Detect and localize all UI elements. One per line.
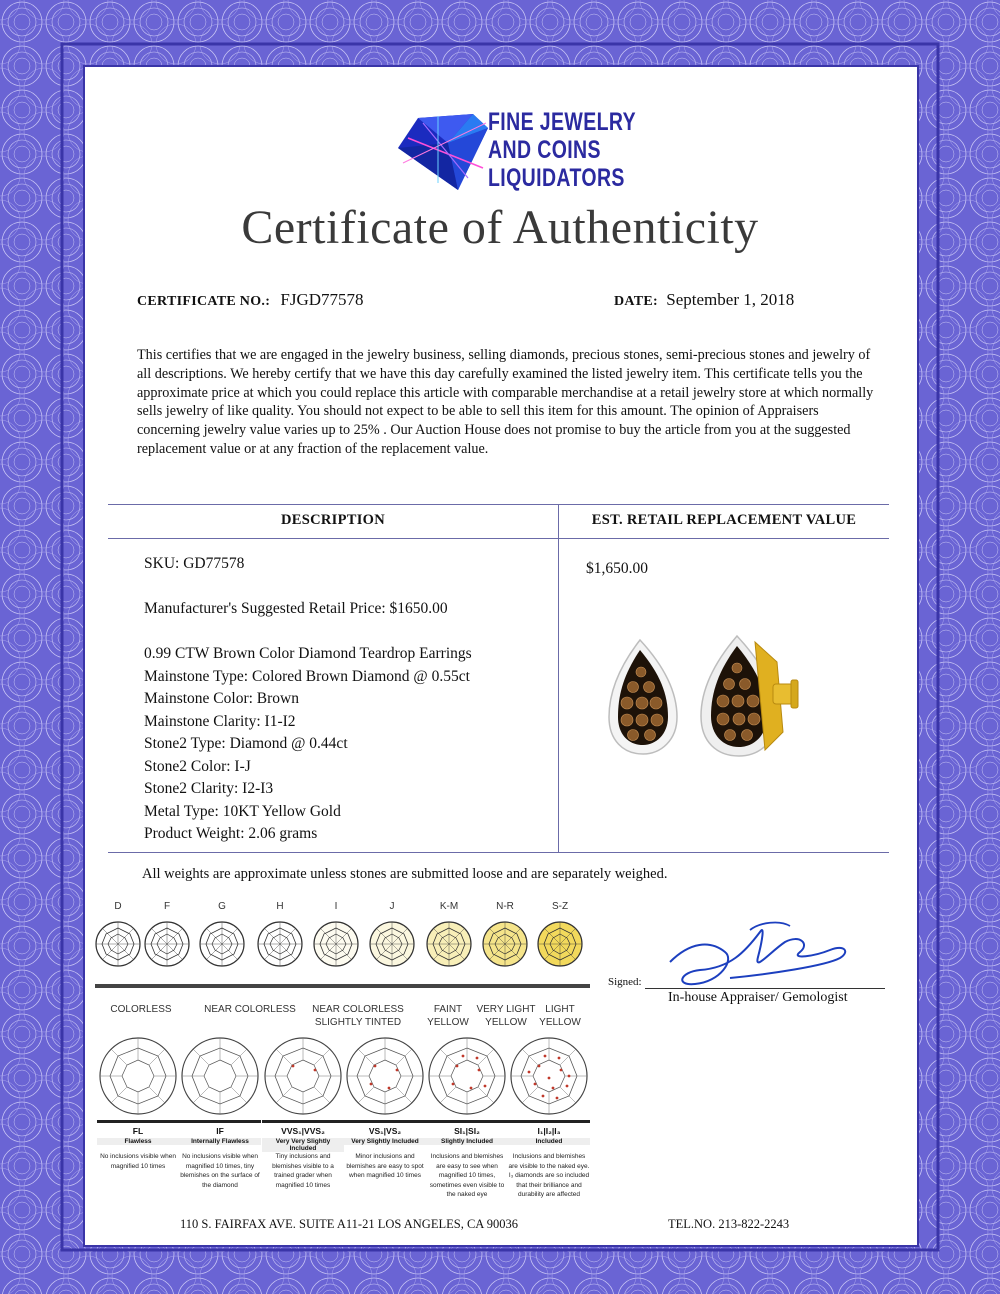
clarity-scale-bar — [508, 1120, 590, 1123]
color-grade-letter: G — [218, 901, 226, 912]
color-grade-letter: F — [163, 901, 171, 912]
color-grade-letter: D — [114, 901, 122, 912]
table-bottom-rule — [108, 852, 889, 853]
color-grade-letter: S-Z — [551, 901, 569, 912]
detail-line: 0.99 CTW Brown Color Diamond Teardrop Earrings — [144, 645, 472, 662]
color-grade-letter: J — [389, 901, 395, 912]
footer-phone: TEL.NO. 213-822-2243 — [668, 1217, 790, 1231]
appraiser-title: In-house Appraiser/ Gemologist — [668, 990, 848, 1005]
diamond-color-icon — [481, 920, 529, 968]
color-grade-label-line: NEAR COLORLESS — [204, 1004, 296, 1015]
color-grade-letter: K-M — [439, 901, 459, 912]
color-grade-label — [534, 1003, 586, 1029]
certificate-number-label: CERTIFICATE NO.: — [137, 294, 271, 309]
detail-line: Metal Type: 10KT Yellow Gold — [144, 802, 341, 820]
clarity-name: Very Slightly Included — [344, 1138, 426, 1145]
msrp: Manufacturer's Suggested Retail Price: $1650.00 — [144, 600, 448, 617]
certification-paragraph: This certifies that we are engaged in the jewelry business, selling diamonds, precious stones, semi-precious stones and jewelry of all descriptions. We hereby certify that we have this day carefully examined the listed jewelry item. This certificate tells you the approximate price at which you could replace this article with comparable merchandise at a retail jewelry store at which normally sells jewelry of like quality. You should not expect to be able to sell this item for this amount. The opinion of Appraisers concerning jewelry value varies up to 25% . Our Auction House does not promise to buy the article from you at the suggested replacement value or at any fraction of the replacement value. — [137, 347, 874, 457]
date-value: September 1, 2018 — [666, 290, 795, 309]
color-grade-label-line: YELLOW — [427, 1017, 469, 1028]
color-grade-label-line: NEAR COLORLESS — [312, 1004, 404, 1015]
clarity-scale-bar — [179, 1120, 261, 1123]
color-grade-label — [418, 1003, 478, 1029]
clarity-code: VS₁|VS₂ — [368, 1126, 402, 1136]
diamond-color-icon — [536, 920, 584, 968]
color-grade-label-line: YELLOW — [539, 1017, 581, 1028]
diamond-clarity-icon — [427, 1036, 507, 1116]
clarity-code: VVS₁|VVS₂ — [281, 1126, 325, 1136]
description-header: DESCRIPTION — [280, 512, 385, 528]
sku: SKU: GD77578 — [144, 555, 245, 572]
table-column-divider — [558, 504, 559, 853]
diamond-color-icon — [368, 920, 416, 968]
detail-line: Product Weight: 2.06 grams — [144, 825, 318, 842]
clarity-description: Inclusions and blemishes are visible to the naked eye. I₃ diamonds are so included that their brilliance and durability are affected — [508, 1153, 590, 1198]
logo-line-3: LIQUIDATORS — [488, 164, 625, 192]
diamond-color-icon — [256, 920, 304, 968]
clarity-description: Minor inclusions and blemishes are easy to spot when magnified 10 times — [346, 1153, 424, 1179]
detail-line: Stone2 Clarity: I2-I3 — [144, 780, 274, 797]
signature-line — [645, 988, 885, 989]
clarity-code: I₁|I₂|I₃ — [537, 1126, 561, 1136]
color-grade-letter: H — [276, 901, 284, 912]
clarity-description: No inclusions visible when magnified 10 times, tiny blemishes on the surface of the diamond — [180, 1153, 260, 1189]
clarity-name: Very Very Slightly Included — [262, 1138, 344, 1152]
clarity-name: Internally Flawless — [179, 1138, 261, 1145]
clarity-code: IF — [216, 1126, 224, 1136]
color-grade-label — [308, 1003, 408, 1029]
clarity-description: Tiny inclusions and blemishes visible to a trained grader when magnified 10 times — [272, 1153, 334, 1189]
clarity-scale-bar — [97, 1120, 179, 1123]
color-grade-label-line: COLORLESS — [110, 1004, 172, 1015]
signed-label: Signed: — [608, 976, 642, 988]
diamond-color-icon — [198, 920, 246, 968]
diamond-clarity-icon — [263, 1036, 343, 1116]
clarity-description: No inclusions visible when magnified 10 times — [100, 1153, 176, 1170]
clarity-code: FL — [132, 1126, 144, 1136]
logo-text — [488, 108, 636, 192]
color-grade-label — [474, 1003, 538, 1029]
detail-line: Mainstone Color: Brown — [144, 690, 299, 707]
color-grade-label — [190, 1003, 310, 1016]
diamond-clarity-icon — [509, 1036, 589, 1116]
diamond-color-icon — [425, 920, 473, 968]
clarity-name: Flawless — [97, 1138, 179, 1145]
color-grade-label-line: YELLOW — [485, 1017, 527, 1028]
diamond-color-icon — [143, 920, 191, 968]
clarity-scale-bar — [344, 1120, 426, 1123]
detail-line: Stone2 Type: Diamond @ 0.44ct — [144, 735, 348, 752]
color-grade-label-line: LIGHT — [545, 1004, 575, 1015]
footer-address: 110 S. FAIRFAX AVE. SUITE A11-21 LOS ANGELES, CA 90036 — [180, 1217, 518, 1231]
clarity-scale-bar — [426, 1120, 508, 1123]
color-grade-letter: I — [334, 901, 338, 912]
page-title: Certificate of Authenticity — [241, 201, 759, 254]
color-grade-label-line: FAINT — [433, 1004, 463, 1015]
color-grade-label-line: VERY LIGHT — [476, 1004, 536, 1015]
color-grade-label-line: SLIGHTLY TINTED — [314, 1017, 402, 1028]
color-scale-bar — [95, 982, 590, 990]
clarity-name: Slightly Included — [426, 1138, 508, 1145]
diamond-clarity-icon — [345, 1036, 425, 1116]
weights-note: All weights are approximate unless stones are submitted loose and are separately weighed. — [142, 866, 668, 882]
clarity-code: SI₁|SI₂ — [454, 1126, 480, 1136]
detail-line: Mainstone Type: Colored Brown Diamond @ 0.55ct — [144, 667, 470, 685]
diamond-clarity-icon — [180, 1036, 260, 1116]
earrings-image — [605, 632, 800, 762]
logo-line-1: FINE JEWELRY — [488, 108, 637, 136]
signature-image — [650, 912, 860, 992]
logo-line-2: AND COINS — [488, 136, 601, 164]
diamond-clarity-icon — [98, 1036, 178, 1116]
detail-line: Stone2 Color: I-J — [144, 757, 251, 775]
diamond-color-icon — [94, 920, 142, 968]
replacement-value: $1,650.00 — [586, 560, 648, 577]
color-grade-label — [98, 1003, 184, 1016]
clarity-scale-bar — [262, 1120, 344, 1123]
date-row — [614, 290, 794, 310]
table-header-rule — [108, 538, 889, 539]
color-grade-letter: N-R — [496, 901, 514, 912]
diamond-color-icon — [312, 920, 360, 968]
detail-line: Mainstone Clarity: I1-I2 — [144, 712, 296, 730]
date-label: DATE: — [614, 294, 659, 309]
certificate-number-value: FJGD77578 — [280, 290, 364, 309]
clarity-description: Inclusions and blemishes are easy to see when magnified 10 times, sometimes even visible to the naked eye — [429, 1153, 505, 1198]
clarity-name: Included — [508, 1138, 590, 1145]
value-header: EST. RETAIL REPLACEMENT VALUE — [591, 512, 857, 528]
certificate-number-row — [137, 290, 364, 310]
table-top-rule — [108, 504, 889, 505]
